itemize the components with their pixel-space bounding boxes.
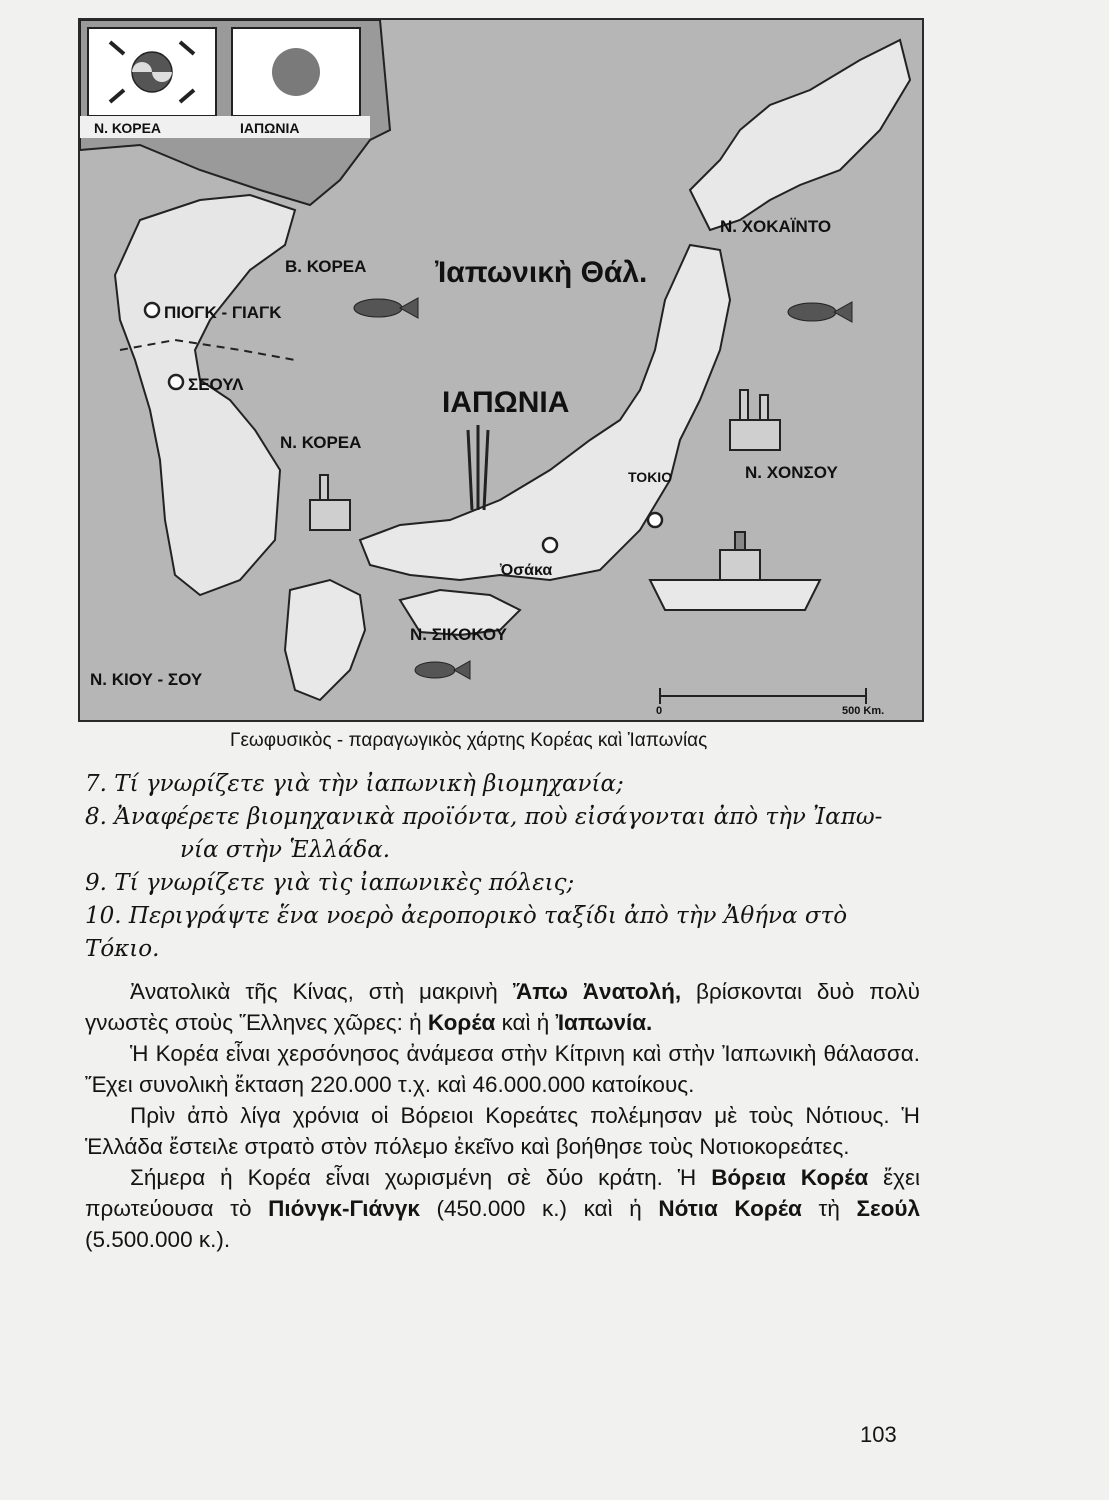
text-run: Σήμερα ἡ Κορέα εἶναι χωρισμένη σὲ δύο κράτη. Ἡ [130, 1165, 712, 1190]
scale-zero-label: 0 [656, 705, 663, 717]
map-illustration [80, 20, 922, 720]
question-list [85, 768, 925, 966]
text-run: (450.000 κ.) καὶ ἡ [419, 1196, 659, 1221]
label-tokyo: ΤΟΚΙΟ [628, 469, 673, 485]
paragraph-4 [85, 1162, 920, 1255]
question-text: Ἀναφέρετε βιομηχανικὰ προϊόντα, ποὺ εἰσάγονται ἀπὸ τὴν Ἰαπω- [114, 804, 883, 830]
paragraph-1 [85, 976, 920, 1038]
label-shikoku: Ν. ΣΙΚΟΚΟΥ [410, 625, 507, 644]
question-number: 10. [85, 903, 122, 929]
question-text: Περιγράψτε ἕνα νοερὸ ἀεροπορικὸ ταξίδι ἀπὸ τὴν Ἀθήνα στὸ Τόκιο. [85, 903, 848, 962]
label-honshu: Ν. ΧΟΝΣΟΥ [745, 463, 838, 482]
label-south-korea: Ν. ΚΟΡΕΑ [280, 433, 362, 452]
label-seoul: ΣΕΟΥΛ [188, 375, 244, 394]
bold-term: Ἰαπωνία. [555, 1010, 653, 1035]
body-text [85, 976, 920, 1255]
bold-term: Νότια Κορέα [658, 1196, 802, 1221]
city-marker [543, 538, 557, 552]
bold-term: Πιόνγκ-Γιάνγκ [268, 1196, 420, 1221]
label-sea-of-japan: Ἰαπωνικὴ Θάλ. [435, 256, 648, 289]
question-7 [85, 768, 925, 801]
city-marker [169, 375, 183, 389]
text-run: ἔχει πρωτεύουσα τὸ [85, 1165, 920, 1221]
bold-term: Βόρεια Κορέα [711, 1165, 869, 1190]
question-10 [85, 900, 925, 966]
paragraph-3: Πρὶν ἀπὸ λίγα χρόνια οἱ Βόρειοι Κορεάτες πολέμησαν μὲ τοὺς Νότιους. Ἡ Ἑλλάδα ἔστειλε στρατὸ στὸν πόλεμο ἐκεῖνο καὶ βοήθησε τοὺς Νοτιοκορεάτες. [85, 1103, 920, 1159]
paragraph-2: Ἡ Κορέα εἶναι χερσόνησος ἀνάμεσα στὴν Κίτρινη καὶ στὴν Ἰαπωνικὴ θάλασσα. Ἔχει συνολικὴ ἔκταση 220.000 τ.χ. καὶ 46.000.000 κατοίκους. [85, 1041, 920, 1097]
question-8-continuation: νία στὴν Ἑλλάδα. [180, 837, 391, 863]
question-number: 8. [85, 804, 107, 830]
label-north-korea: Β. ΚΟΡΕΑ [285, 257, 367, 276]
map-caption: Γεωφυσικὸς - παραγωγικὸς χάρτης Κορέας καὶ Ἰαπωνίας [230, 730, 708, 751]
page-number: 103 [860, 1422, 897, 1447]
question-9 [85, 867, 925, 900]
label-pyongyang: ΠΙΟΓΚ - ΓΙΑΓΚ [164, 303, 282, 322]
label-japan: ΙΑΠΩΝΙΑ [442, 386, 570, 419]
bold-term: Ἄπω Ἀνατολή, [512, 979, 682, 1004]
city-marker [145, 303, 159, 317]
map-figure [78, 18, 924, 722]
scale-end-label: 500 Km. [842, 705, 885, 717]
text-run: (5.500.000 κ.). [85, 1227, 231, 1252]
question-number: 7. [85, 771, 107, 797]
text-run: καὶ ἡ [495, 1010, 556, 1035]
question-text: Τί γνωρίζετε γιὰ τὶς ἰαπωνικὲς πόλεις; [114, 870, 575, 896]
city-marker [648, 513, 662, 527]
label-osaka: Ὀσάκα [500, 562, 553, 579]
text-run: βρίσκονται δυὸ πολὺ γνωστὲς στοὺς Ἕλληνες χῶρες: ἡ [85, 979, 920, 1035]
bold-term: Σεούλ [856, 1196, 921, 1221]
south-korea-flag [88, 28, 216, 116]
flag-label-japan: ΙΑΠΩΝΙΑ [240, 120, 300, 136]
question-text: Τί γνωρίζετε γιὰ τὴν ἰαπωνικὴ βιομηχανία; [114, 771, 624, 797]
text-run: Ἀνατολικὰ τῆς Κίνας, στὴ μακρινὴ [130, 979, 513, 1004]
label-hokkaido: Ν. ΧΟΚΑΪΝΤΟ [720, 217, 832, 236]
question-8 [85, 801, 925, 834]
flag-label-korea: Ν. ΚΟΡΕΑ [94, 120, 162, 136]
label-kyushu: Ν. ΚΙΟΥ - ΣΟΥ [90, 670, 203, 689]
text-run: τὴ [801, 1196, 857, 1221]
bold-term: Κορέα [427, 1010, 496, 1035]
japan-flag [232, 28, 360, 116]
question-number: 9. [85, 870, 107, 896]
